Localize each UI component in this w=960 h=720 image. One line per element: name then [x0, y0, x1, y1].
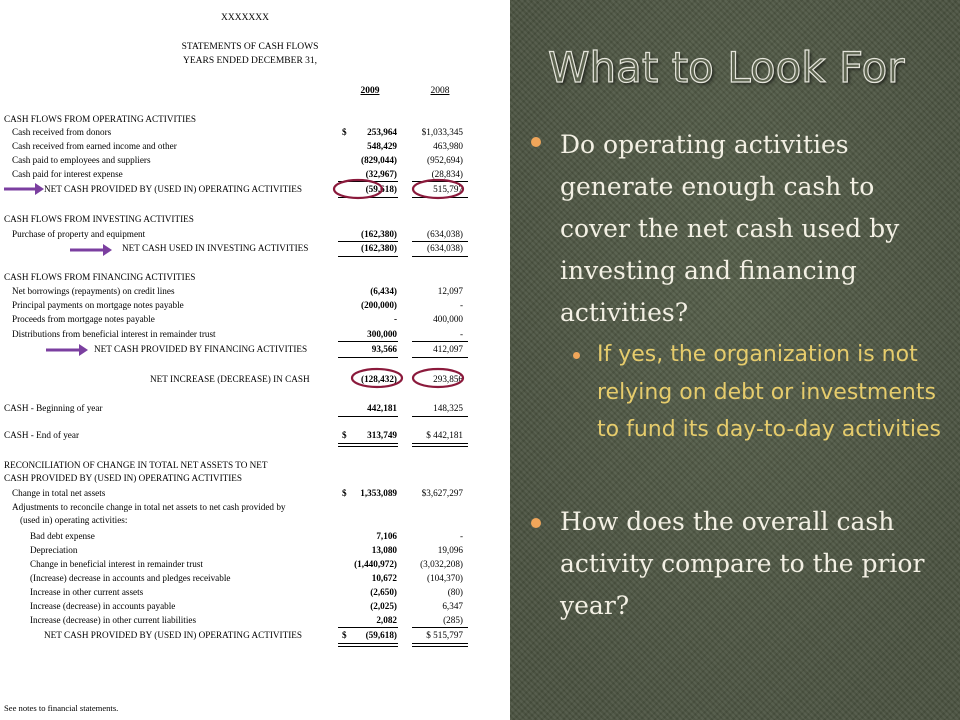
slide-title: What to Look For — [548, 43, 905, 92]
investing-row-2008: (634,038) — [427, 229, 463, 239]
reconciliation-row-2009: (2,025) — [370, 601, 397, 611]
reconciliation-total-label: NET CASH PROVIDED BY (USED IN) OPERATING ACTIVITIES — [44, 630, 303, 640]
cash-begin-2008: 148,325 — [433, 403, 463, 413]
annotation-arrow — [70, 244, 112, 256]
sub-bullet-dot — [573, 352, 580, 359]
adjustments-label: Adjustments to reconcile change in total net assets to net cash provided by — [12, 502, 286, 512]
operating-row-label: Cash paid for interest expense — [12, 169, 123, 179]
financing-row-label: Distributions from beneficial interest in remainder trust — [12, 329, 216, 339]
reconciliation-row-2009: 2,082 — [376, 615, 397, 625]
cash-end-2008: $ 442,181 — [426, 430, 463, 440]
annotation-arrow — [46, 344, 88, 356]
reconciliation-total-2009: (59,618) — [365, 630, 397, 640]
operating-total-label: NET CASH PROVIDED BY (USED IN) OPERATING ACTIVITIES — [44, 184, 303, 194]
operating-heading: CASH FLOWS FROM OPERATING ACTIVITIES — [4, 114, 196, 124]
reconciliation-row-label: Increase in other current assets — [30, 587, 144, 597]
reconciliation-row-2008: 19,096 — [437, 545, 463, 555]
dollar-sign: $ — [342, 630, 347, 640]
investing-total-2008: (634,038) — [427, 243, 463, 253]
annotation-circle — [334, 180, 382, 198]
footnote: See notes to financial statements. — [4, 703, 119, 713]
financing-total-label: NET CASH PROVIDED BY FINANCING ACTIVITIES — [94, 344, 308, 354]
bullet-dot — [531, 137, 541, 147]
reconciliation-heading: CASH PROVIDED BY (USED IN) OPERATING ACTIVITIES — [4, 473, 243, 483]
operating-row-2008: (952,694) — [427, 155, 463, 165]
reconciliation-row-2009: (2,650) — [370, 587, 397, 597]
column-header-2008: 2008 — [430, 86, 450, 96]
operating-row-2009: (32,967) — [365, 169, 397, 179]
reconciliation-row-2008: (80) — [447, 587, 463, 597]
operating-total-2008: 515,797 — [433, 184, 463, 194]
net-increase-2009: (128,432) — [361, 374, 397, 384]
financing-row-2008: 400,000 — [433, 314, 463, 324]
change-net-assets-label: Change in total net assets — [12, 488, 106, 498]
bullet-operating-cash: Do operating activities generate enough cash to cover the net cash used by investing and financing activities? — [560, 130, 900, 327]
financing-row-label: Net borrowings (repayments) on credit lines — [12, 286, 175, 296]
financing-row-label: Proceeds from mortgage notes payable — [12, 314, 155, 324]
reconciliation-row-label: (Increase) decrease in accounts and pledges receivable — [30, 573, 231, 583]
company-name: XXXXXXX — [220, 13, 270, 23]
statement-title: STATEMENTS OF CASH FLOWS — [181, 42, 319, 52]
investing-heading: CASH FLOWS FROM INVESTING ACTIVITIES — [4, 214, 194, 224]
dollar-sign: $ — [342, 430, 347, 440]
dollar-sign: $ — [342, 127, 347, 137]
operating-row-2009: 253,964 — [367, 127, 397, 137]
sub-bullet-no-debt: If yes, the organization is not relying on debt or investments to fund its day-to-day activities — [597, 342, 941, 442]
investing-total-label: NET CASH USED IN INVESTING ACTIVITIES — [122, 243, 309, 253]
cash-end-2009: 313,749 — [367, 430, 397, 440]
operating-row-2008: 463,980 — [433, 141, 463, 151]
bullet-overall-cash: How does the overall cash activity compare to the prior year? — [560, 507, 925, 620]
reconciliation-row-label: Increase (decrease) in other current liabilities — [30, 615, 197, 625]
annotation-arrow — [4, 183, 44, 195]
change-net-assets-2008: $3,627,297 — [421, 488, 463, 498]
operating-row-label: Cash received from earned income and other — [12, 141, 177, 151]
statement-subtitle: YEARS ENDED DECEMBER 31, — [182, 56, 318, 66]
cash-begin-2009: 442,181 — [367, 403, 397, 413]
net-increase-label: NET INCREASE (DECREASE) IN CASH — [150, 374, 310, 384]
cash-begin-label: CASH - Beginning of year — [4, 403, 103, 413]
change-net-assets-2009: 1,353,089 — [360, 488, 397, 498]
annotation-circle — [413, 369, 463, 387]
operating-total-2009: (59,618) — [365, 184, 397, 194]
financing-row-2009: 300,000 — [367, 329, 397, 339]
operating-row-label: Cash received from donors — [12, 127, 112, 137]
cash-end-label: CASH - End of year — [4, 430, 80, 440]
reconciliation-total-2008: $ 515,797 — [426, 630, 463, 640]
financing-row-2009: (6,434) — [370, 286, 397, 296]
net-increase-2008: 293,856 — [433, 374, 463, 384]
reconciliation-row-2008: (104,370) — [427, 573, 463, 583]
reconciliation-row-label: Bad debt expense — [30, 531, 95, 541]
operating-row-2009: (829,044) — [361, 155, 397, 165]
financing-total-2008: 412,097 — [433, 344, 463, 354]
operating-row-label: Cash paid to employees and suppliers — [12, 155, 151, 165]
reconciliation-row-label: Depreciation — [30, 545, 78, 555]
reconciliation-row-2009: 7,106 — [376, 531, 397, 541]
financing-heading: CASH FLOWS FROM FINANCING ACTIVITIES — [4, 272, 196, 282]
financing-total-2009: 93,566 — [371, 344, 397, 354]
reconciliation-row-2009: 10,672 — [371, 573, 397, 583]
investing-row-label: Purchase of property and equipment — [12, 229, 146, 239]
financing-row-2009: - — [393, 314, 397, 324]
investing-total-2009: (162,380) — [361, 243, 397, 253]
column-header-2009: 2009 — [360, 86, 380, 96]
financing-row-2008: - — [459, 300, 463, 310]
financing-row-2008: 12,097 — [437, 286, 463, 296]
reconciliation-row-2008: (3,032,208) — [420, 559, 463, 569]
investing-row-2009: (162,380) — [361, 229, 397, 239]
operating-row-2009: 548,429 — [367, 141, 397, 151]
bullet-dot — [531, 518, 541, 528]
reconciliation-heading: RECONCILIATION OF CHANGE IN TOTAL NET ASSETS TO NET — [4, 460, 268, 470]
operating-row-2008: (28,834) — [431, 169, 463, 179]
reconciliation-row-2008: 6,347 — [442, 601, 463, 611]
reconciliation-row-2008: - — [459, 531, 463, 541]
slide-panel — [510, 0, 960, 720]
reconciliation-row-label: Change in beneficial interest in remainder trust — [30, 559, 203, 569]
financing-row-2008: - — [459, 329, 463, 339]
financing-row-2009: (200,000) — [361, 300, 397, 310]
adjustments-label: (used in) operating activities: — [20, 515, 128, 525]
dollar-sign: $ — [342, 488, 347, 498]
annotation-circle — [413, 180, 463, 198]
reconciliation-row-label: Increase (decrease) in accounts payable — [30, 601, 176, 611]
operating-row-2008: $1,033,345 — [421, 127, 463, 137]
annotation-circle — [352, 369, 402, 387]
reconciliation-row-2008: (285) — [443, 615, 463, 625]
reconciliation-row-2009: (1,440,972) — [354, 559, 397, 569]
financing-row-label: Principal payments on mortgage notes payable — [12, 300, 184, 310]
reconciliation-row-2009: 13,080 — [371, 545, 397, 555]
